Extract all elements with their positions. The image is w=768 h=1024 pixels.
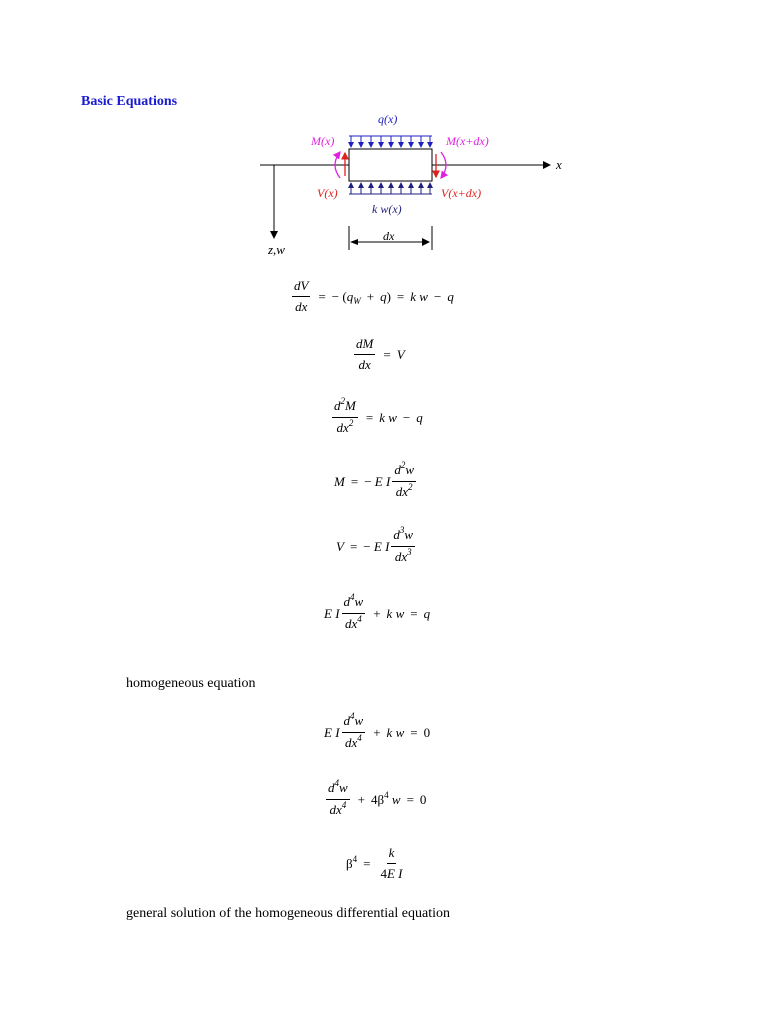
moment-left-label: M(x) (311, 134, 335, 148)
shear-right-label: V(x+dx) (441, 186, 482, 200)
equation-shear-derivative: $\frac{dV}{dx}$ = − ( q W + q ) = k w − q (294, 278, 454, 314)
equation-moment-derivative: $\frac{dM}{dx}$ = V (356, 336, 405, 372)
moment-right-label: M(x+dx) (446, 134, 489, 148)
homogeneous-paragraph: homogeneous equation (126, 676, 256, 691)
x-axis-label: x (556, 157, 562, 172)
equation-governing: E I $\frac{d^4w}{dx^4}$ + k w = q (324, 592, 431, 631)
dx-label: dx (383, 229, 395, 243)
shear-left-label: V(x) (317, 186, 338, 200)
equation-beta-definition: $\beta^4$ = $\frac{k}{\text{4E I}}$ (346, 845, 403, 881)
z-axis-label: z,w (268, 242, 285, 257)
beam-element (349, 149, 432, 181)
equation-shear-deflection: V = − E I $\frac{d^3w}{dx^3}$ (336, 525, 414, 564)
equation-second-derivative: $\frac{d^2M}{dx^2}$ = k w − q (334, 396, 423, 435)
equation-homogeneous: E I $\frac{d^4w}{dx^4}$ + k w = 0 (324, 711, 431, 750)
equation-homogeneous-beta: $\frac{d^4w}{dx^4}$ + $4\beta^4$ w = 0 (328, 778, 427, 817)
distributed-load-arrows (349, 136, 432, 147)
kw-label: k w(x) (372, 202, 402, 216)
general-solution-paragraph: general solution of the homogeneous differential equation (126, 906, 450, 921)
beam-element-diagram (0, 0, 768, 270)
equation-moment-curvature: M = − E I $\frac{d^2w}{dx^2}$ (334, 460, 414, 499)
section-heading: Basic Equations (81, 94, 178, 109)
foundation-reaction-arrows (349, 183, 432, 194)
q-label: q(x) (378, 112, 398, 126)
